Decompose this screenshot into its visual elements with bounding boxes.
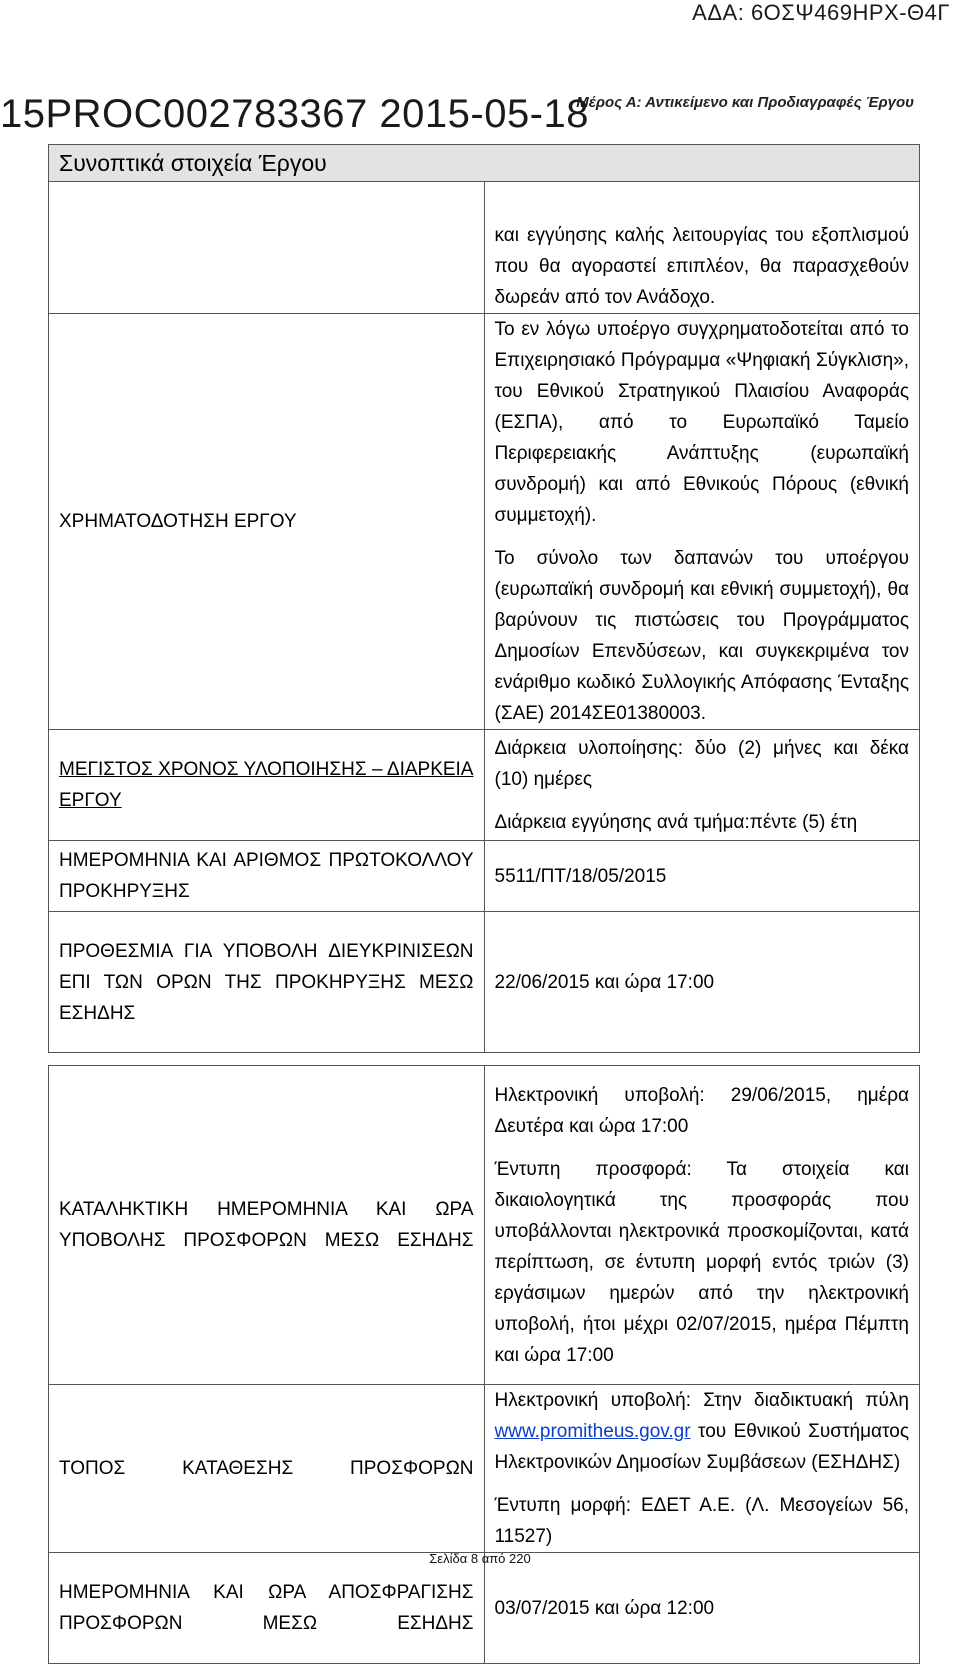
location-printed: Έντυπη μορφή: ΕΔΕΤ Α.Ε. (Λ. Μεσογείων 56, 11527) [494, 1495, 909, 1547]
location-value [484, 1385, 920, 1553]
location-electronic-text: Ηλεκτρονική υποβολή: Στην διαδικτυακή πύλη [494, 1390, 909, 1411]
spacer-cell [49, 1053, 920, 1066]
funding-value [484, 314, 920, 730]
table-row [49, 730, 920, 841]
opening-value: 03/07/2015 και ώρα 12:00 [484, 1553, 920, 1664]
duration-label-text: ΜΕΓΙΣΤΟΣ ΧΡΟΝΟΣ ΥΛΟΠΟΙΗΣΗΣ – ΔΙΑΡΚΕΙΑ ΕΡΓΟΥ [59, 759, 474, 811]
section-header: Μέρος Α: Αντικείμενο και Προδιαγραφές Έργου [576, 94, 914, 111]
continuation-text: και εγγύησης καλής λειτουργίας του εξοπλισμού που θα αγοραστεί επιπλέον, θα παρασχεθούν δωρεάν από τον Ανάδοχο. [494, 225, 909, 308]
protocol-label: ΗΜΕΡΟΜΗΝΙΑ ΚΑΙ ΑΡΙΘΜΟΣ ΠΡΩΤΟΚΟΛΛΟΥ ΠΡΟΚΗΡΥΞΗΣ [49, 841, 485, 912]
ada-watermark: ΑΔΑ: 6ΟΣΨ469ΗΡΧ-Θ4Γ [692, 0, 950, 25]
table-title-row [49, 145, 920, 182]
duration-warranty: Διάρκεια εγγύησης ανά τμήμα:πέντε (5) έτη [494, 811, 858, 833]
proc-watermark: 15PROC002783367 2015-05-18 [0, 92, 589, 136]
clarifications-label: ΠΡΟΘΕΣΜΙΑ ΓΙΑ ΥΠΟΒΟΛΗ ΔΙΕΥΚΡΙΝΙΣΕΩΝ ΕΠΙ ΤΩΝ ΟΡΩΝ ΤΗΣ ΠΡΟΚΗΡΥΞΗΣ ΜΕΣΩ ΕΣΗΔΗΣ [49, 912, 485, 1053]
promitheus-link[interactable]: www.promitheus.gov.gr [494, 1421, 691, 1442]
location-label: ΤΟΠΟΣ ΚΑΤΑΘΕΣΗΣ ΠΡΟΣΦΟΡΩΝ [49, 1385, 485, 1553]
table-spacer [49, 1053, 920, 1066]
deadline-printed: Έντυπη προσφορά: Τα στοιχεία και δικαιολογητικά της προσφοράς που υποβάλλονται ηλεκτρονικά προσκομίζονται, κατά περίπτωση, σε έντυπη μορφή εντός τριών (3) εργάσιμων ημερών από την ηλεκτρονική υποβολή, ήτοι μέχρι 02/07/2015, ημέρα Πέμπτη και ώρα 17:00 [494, 1158, 909, 1366]
deadline-label: ΚΑΤΑΛΗΚΤΙΚΗ ΗΜΕΡΟΜΗΝΙΑ ΚΑΙ ΩΡΑ ΥΠΟΒΟΛΗΣ ΠΡΟΣΦΟΡΩΝ ΜΕΣΩ ΕΣΗΔΗΣ [49, 1066, 485, 1385]
deadline-value [484, 1066, 920, 1385]
project-summary-table [48, 144, 920, 1664]
funding-label: ΧΡΗΜΑΤΟΔΟΤΗΣΗ ΕΡΓΟΥ [49, 314, 485, 730]
funding-paragraph-1: Το εν λόγω υποέργο συγχρηματοδοτείται από το Επιχειρησιακό Πρόγραμμα «Ψηφιακή Σύγκλιση», του Εθνικού Στρατηγικού Πλαισίου Αναφοράς (ΕΣΠΑ), από το Ευρωπαϊκό Ταμείο Περιφερειακής Ανάπτυξης (ευρωπαϊκή συνδρομή) και από Εθνικούς Πόρους (εθνική συμμετοχή). [494, 319, 909, 526]
table-row [49, 841, 920, 912]
clarifications-value: 22/06/2015 και ώρα 17:00 [484, 912, 920, 1053]
table-title: Συνοπτικά στοιχεία Έργου [49, 145, 920, 182]
funding-paragraph-2: Το σύνολο των δαπανών του υποέργου (ευρωπαϊκή συνδρομή και εθνική συμμετοχή), θα βαρύνουν τις πιστώσεις του Προγράμματος Δημοσίων Επενδύσεων, και συγκεκριμένα τον ενάριθμο κωδικό Συλλογικής Απόφασης Ένταξης (ΣΑΕ) 2014ΣΕ01380003. [494, 548, 909, 724]
location-electronic-text-end: του Εθνικού Συστήματος Ηλεκτρονικών Δημοσίων Συμβάσεων (ΕΣΗΔΗΣ) [494, 1421, 909, 1473]
empty-label-cell [49, 182, 485, 314]
continuation-cell [484, 182, 920, 314]
table-row [49, 912, 920, 1053]
page-number: Σελίδα 8 από 220 [429, 1551, 531, 1566]
deadline-electronic: Ηλεκτρονική υποβολή: 29/06/2015, ημέρα Δευτέρα και ώρα 17:00 [494, 1084, 909, 1137]
table-row [49, 1553, 920, 1664]
table-row [49, 1385, 920, 1553]
location-electronic [495, 1385, 910, 1478]
table-row [49, 1066, 920, 1385]
duration-label [49, 730, 485, 841]
protocol-value: 5511/ΠΤ/18/05/2015 [484, 841, 920, 912]
opening-label: ΗΜΕΡΟΜΗΝΙΑ ΚΑΙ ΩΡΑ ΑΠΟΣΦΡΑΓΙΣΗΣ ΠΡΟΣΦΟΡΩΝ ΜΕΣΩ ΕΣΗΔΗΣ [49, 1553, 485, 1664]
duration-implementation: Διάρκεια υλοποίησης: δύο (2) μήνες και δέκα (10) ημέρες [494, 737, 909, 790]
table-row [49, 314, 920, 730]
table-row [49, 182, 920, 314]
duration-value [484, 730, 920, 841]
